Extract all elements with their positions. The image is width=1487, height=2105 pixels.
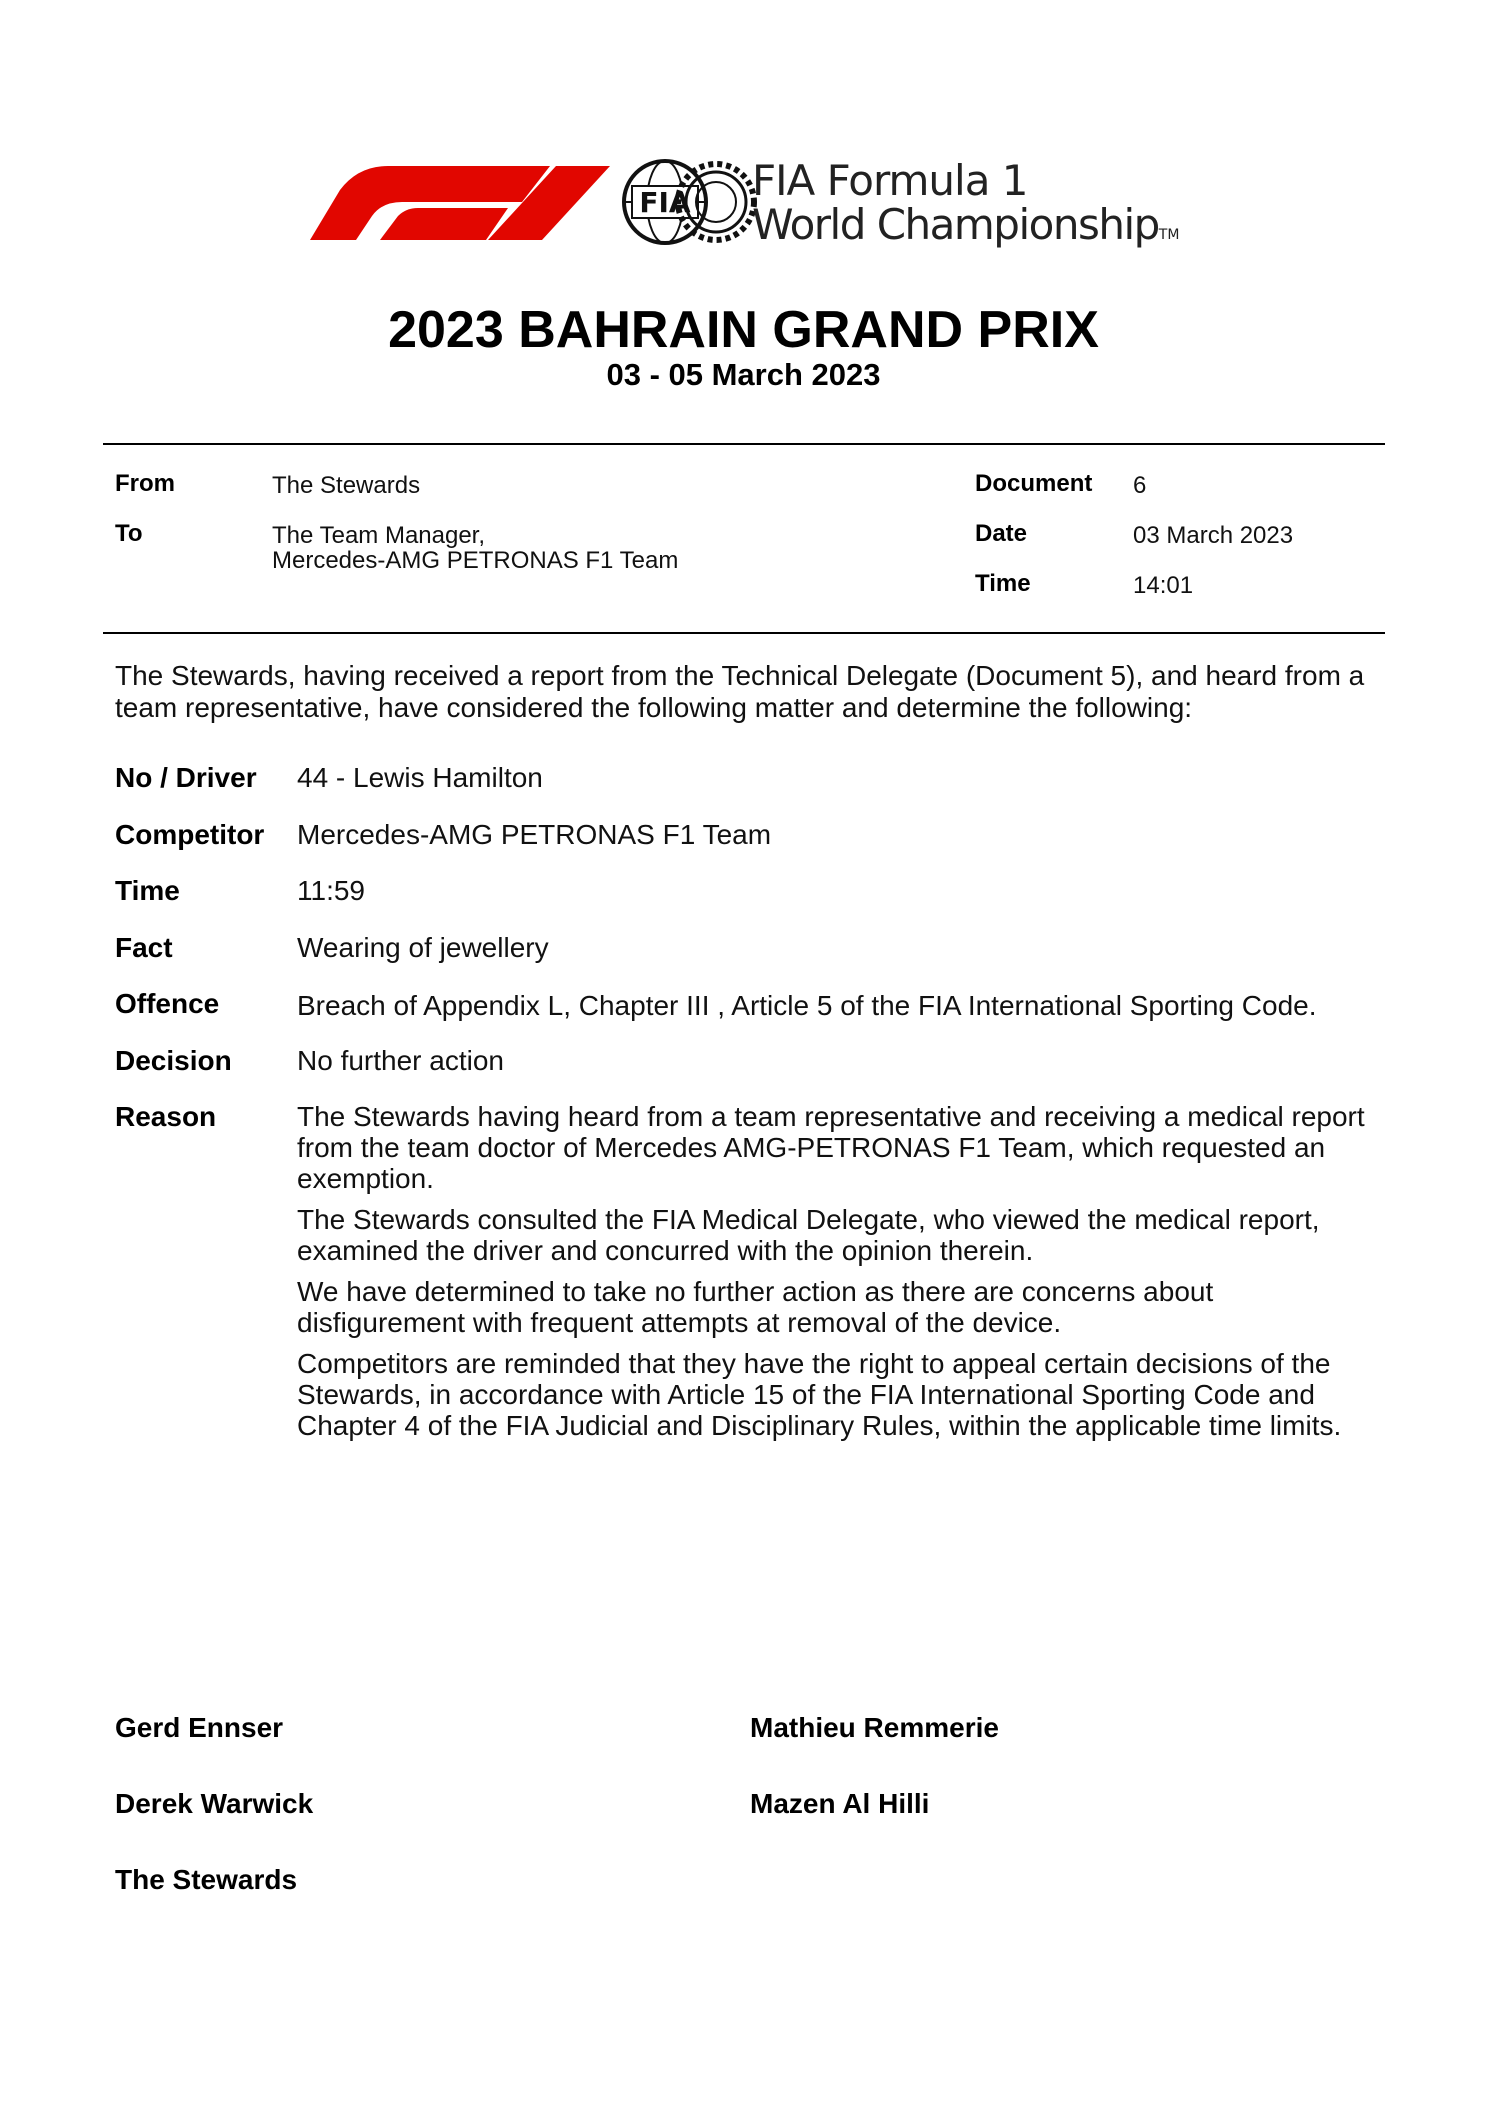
org-name-line2	[752, 200, 1180, 249]
steward-signature: Gerd Ennser	[115, 1712, 284, 1743]
time-label: Time	[975, 570, 1031, 597]
from-label: From	[115, 470, 175, 497]
date-value: 03 March 2023	[1133, 522, 1294, 549]
f1-logo-icon	[310, 166, 610, 240]
steward-signature: Derek Warwick	[115, 1788, 314, 1819]
org-name-line2-text: World Championship	[752, 200, 1159, 249]
fact-label: Fact	[115, 932, 173, 963]
trademark: TM	[1158, 227, 1180, 243]
org-name	[752, 156, 1180, 249]
steward-signature: Mathieu Remmerie	[750, 1712, 999, 1743]
appeal-notice-paragraph: Competitors are reminded that they have the right to appeal certain decisions of the Stewards, in accordance with Article 15 of the FIA International Sporting Code and Chapter 4 of the FIA Judicial and Disciplinary Rules, within the applicable time limits.	[297, 1348, 1342, 1441]
from-value: The Stewards	[272, 472, 421, 499]
decision-value: No further action	[297, 1045, 504, 1076]
to-label: To	[115, 520, 143, 547]
time-value: 14:01	[1133, 572, 1194, 599]
event-title: 2023 BAHRAIN GRAND PRIX	[388, 301, 1099, 359]
date-label: Date	[975, 520, 1028, 547]
steward-signature: Mazen Al Hilli	[750, 1788, 930, 1819]
svg-text:FIA: FIA	[639, 186, 691, 219]
driver-value: 44 - Lewis Hamilton	[297, 762, 543, 793]
event-dates: 03 - 05 March 2023	[606, 357, 881, 392]
decision-label: Decision	[115, 1045, 232, 1076]
reason-paragraph: The Stewards having heard from a team representative and receiving a medical report from the team doctor of Mercedes AMG-PETRONAS F1 Team, which requested an exemption.	[297, 1101, 1365, 1194]
to-value-line1: The Team Manager,	[272, 522, 486, 549]
fact-value: Wearing of jewellery	[297, 932, 549, 963]
incident-time-value: 11:59	[297, 875, 365, 906]
offence-label: Offence	[115, 988, 220, 1019]
intro-paragraph: The Stewards, having received a report from the Technical Delegate (Document 5), and heard from a team representative, have considered the following matter and determine the following:	[115, 660, 1365, 723]
stewards-signoff: The Stewards	[115, 1864, 298, 1895]
reason-paragraph: We have determined to take no further action as there are concerns about disfigurement with frequent attempts at removal of the device.	[297, 1276, 1214, 1338]
to-value	[272, 523, 678, 573]
driver-label: No / Driver	[115, 762, 257, 793]
bottom-divider	[103, 632, 1385, 634]
to-value-line2: Mercedes-AMG PETRONAS F1 Team	[272, 547, 679, 575]
reason-value	[297, 1101, 1377, 1451]
reason-label: Reason	[115, 1101, 217, 1132]
top-divider	[103, 443, 1385, 445]
incident-time-label: Time	[115, 875, 180, 906]
document-label: Document	[975, 470, 1093, 497]
document-value: 6	[1133, 472, 1147, 499]
offence-value: Breach of Appendix L, Chapter III , Article 5 of the FIA International Sporting Code.	[297, 990, 1317, 1021]
org-name-line1: FIA Formula 1	[752, 156, 1028, 205]
competitor-value: Mercedes-AMG PETRONAS F1 Team	[297, 819, 772, 850]
competitor-label: Competitor	[115, 819, 265, 850]
reason-paragraph: The Stewards consulted the FIA Medical Delegate, who viewed the medical report, examined the driver and concurred with the opinion therein.	[297, 1204, 1320, 1266]
